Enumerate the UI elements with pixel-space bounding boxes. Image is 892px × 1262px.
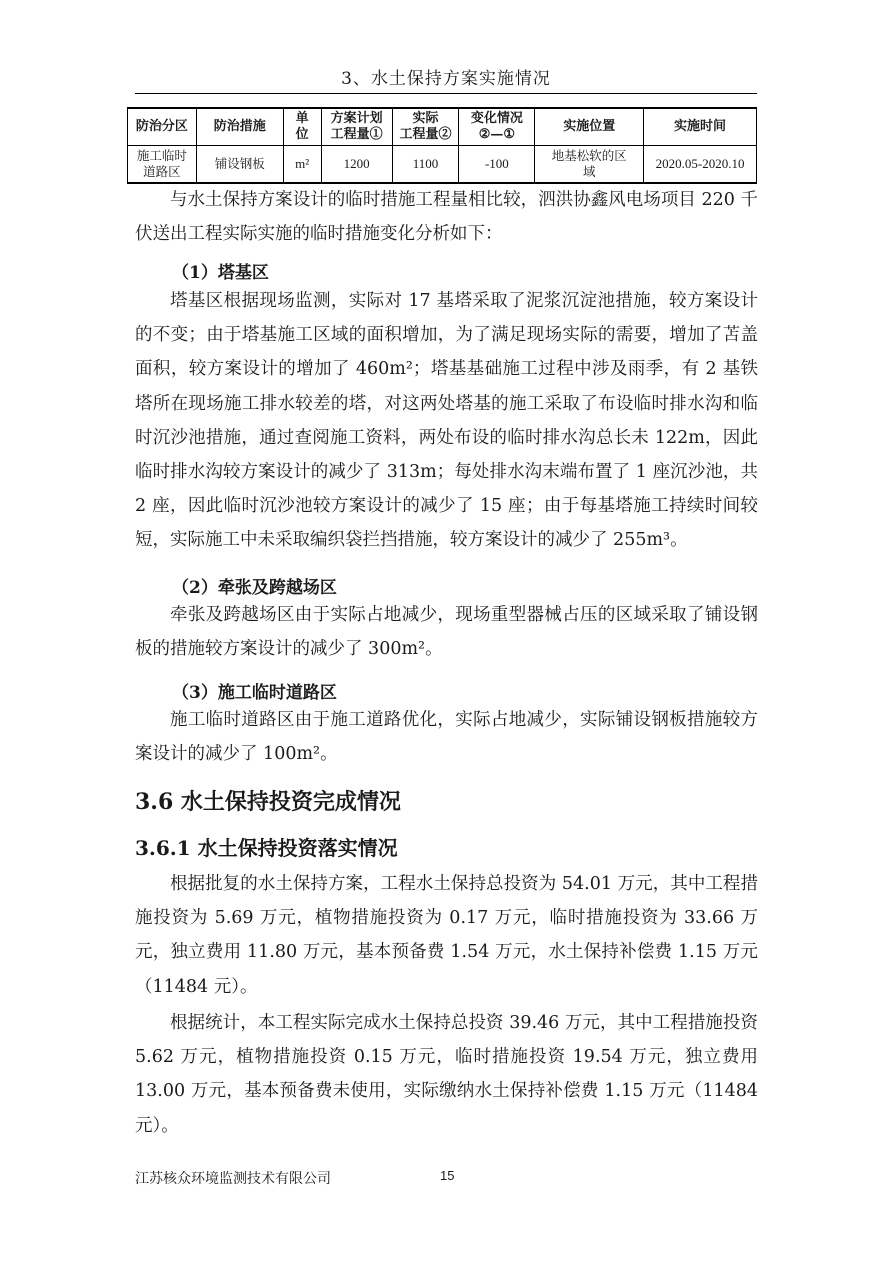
section-text-tension: 牵张及跨越场区由于实际占地减少，现场重型器械占压的区域采取了铺设钢板的措施较方案设计的减少了 300m²。 — [135, 605, 758, 660]
section-heading-road: （3）施工临时道路区 — [172, 683, 337, 703]
cell-period: 2020.05-2020.10 — [644, 146, 757, 184]
footer-company: 江苏核众环境监测技术有限公司 — [135, 1171, 331, 1187]
col-header-period: 实施时间 — [644, 108, 757, 146]
col-header-actual: 实际 工程量② — [392, 108, 459, 146]
intro-paragraph: 与水土保持方案设计的临时措施工程量相比较，泗洪协鑫风电场项目 220 千伏送出工程实际实施的临时措施变化分析如下： — [135, 190, 758, 245]
table-row — [128, 146, 757, 184]
cell-actual: 1100 — [392, 146, 459, 184]
col-header-unit: 单 位 — [283, 108, 321, 146]
running-header: 3、水土保持方案实施情况 — [341, 69, 551, 89]
investment-paragraph-actual: 根据统计，本工程实际完成水土保持总投资 39.46 万元，其中工程措施投资 5.62 万元，植物措施投资 0.15 万元，临时措施投资 19.54 万元，独立费用 13.00 万元，基本预备费未使用，实际缴纳水土保持补偿费 1.15 万元（11484 元）。 — [135, 1013, 758, 1136]
header-rule — [135, 93, 757, 94]
investment-paragraph-plan: 根据批复的水土保持方案，工程水土保持总投资为 54.01 万元，其中工程措施投资为 5.69 万元，植物措施投资为 0.17 万元，临时措施投资为 33.66 万元，独立费用 11.80 万元，基本预备费 1.54 万元，水土保持补偿费 1.15 万元（11484 元）。 — [135, 874, 758, 997]
section-heading-tension: （2）牵张及跨越场区 — [172, 578, 337, 598]
cell-unit: m² — [283, 146, 321, 184]
col-header-measure: 防治措施 — [196, 108, 283, 146]
table-header-row — [128, 108, 757, 146]
section-title: 3.6 水土保持投资完成情况 — [135, 789, 401, 815]
measures-table — [127, 107, 757, 184]
col-header-zone: 防治分区 — [128, 108, 197, 146]
col-header-change: 变化情况 ②—① — [459, 108, 535, 146]
col-header-planned: 方案计划 工程量① — [321, 108, 392, 146]
section-heading-tower: （1）塔基区 — [172, 263, 269, 283]
col-header-location: 实施位置 — [535, 108, 644, 146]
section-text-tower: 塔基区根据现场监测，实际对 17 基塔采取了泥浆沉淀池措施，较方案设计的不变；由于塔基施工区域的面积增加，为了满足现场实际的需要，增加了苫盖面积，较方案设计的增加了 460m²；塔基基础施工过程中涉及雨季，有 2 基铁塔所在现场施工排水较差的塔，对这两处塔基的施工采取了布设临时排水沟和临时沉沙池措施，通过查阅施工资料，两处布设的临时排水沟总长未 122m，因此临时排水沟较方案设计的减少了 313m；每处排水沟末端布置了 1 座沉沙池，共 2 座，因此临时沉沙池较方案设计的减少了 15 座；由于每基塔施工持续时间较短，实际施工中未采取编织袋拦挡措施，较方案设计的减少了 255m³。 — [135, 291, 758, 551]
cell-zone: 施工临时 道路区 — [128, 146, 197, 184]
cell-location: 地基松软的区 域 — [535, 146, 644, 184]
section-text-road: 施工临时道路区由于施工道路优化，实际占地减少，实际铺设钢板措施较方案设计的减少了 100m²。 — [135, 710, 758, 765]
page-number: 15 — [440, 1168, 455, 1183]
subsection-title: 3.6.1 水土保持投资落实情况 — [135, 836, 398, 860]
cell-change: -100 — [459, 146, 535, 184]
cell-planned: 1200 — [321, 146, 392, 184]
cell-measure: 铺设钢板 — [196, 146, 283, 184]
